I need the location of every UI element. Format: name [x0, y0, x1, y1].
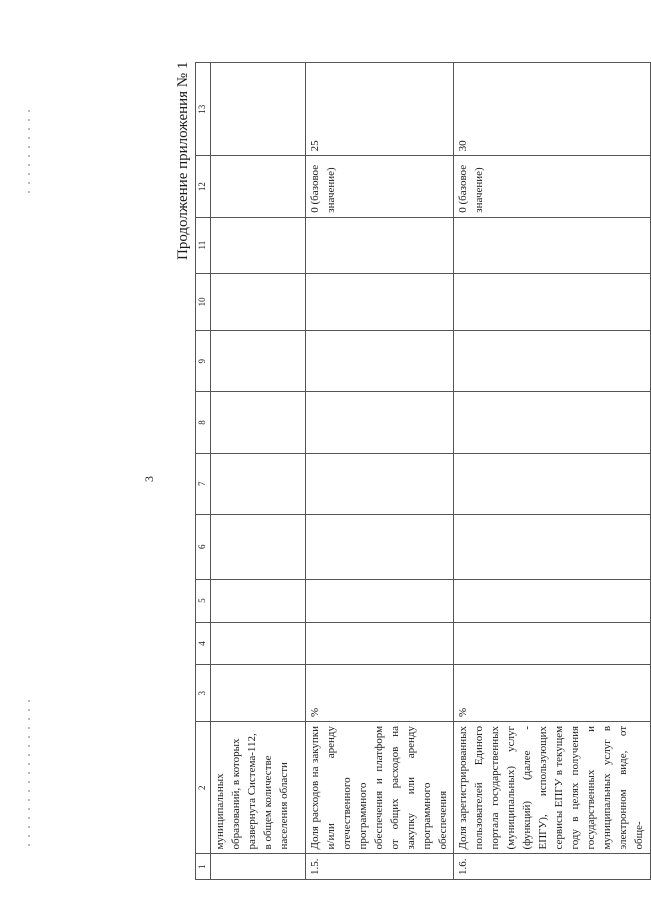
indicator-name: муниципальных образований, в которых развернута Система-112, в общем количестве населения области: [211, 721, 306, 854]
base-value-cell: 0 (базовое значение): [454, 156, 650, 217]
scan-artifact: [28, 700, 30, 850]
column-header: 10: [196, 273, 211, 331]
scan-artifact: [28, 110, 30, 200]
column-header: 3: [196, 665, 211, 721]
table-row: [306, 63, 454, 880]
column-header: 8: [196, 392, 211, 453]
table-header-row: [196, 63, 211, 880]
column-header: 2: [196, 721, 211, 854]
target-value-cell: [211, 63, 306, 156]
row-number: 1.5.: [306, 854, 454, 880]
appendix-caption: Продолжение приложения № 1: [175, 61, 191, 260]
column-header: 1: [196, 854, 211, 880]
indicator-name: Доля зарегистрированных пользователей Единого портала государственных (муниципальных) услуг (функций) (далее - ЕПГУ), использующих сервисы ЕПГУ в текущем году в целях получения государственных и муниципальных услуг в электронном виде, от обще-: [454, 721, 650, 854]
table-row: [211, 63, 306, 880]
column-header: 5: [196, 579, 211, 622]
row-number: 1.6.: [454, 854, 650, 880]
unit-cell: [211, 665, 306, 721]
unit-cell: %: [306, 665, 454, 721]
column-header: 6: [196, 514, 211, 579]
rotated-sheet: [142, 61, 645, 880]
target-value-cell: 30: [454, 63, 650, 156]
base-value-cell: [211, 156, 306, 217]
indicator-name: Доля расходов на закупки и/или аренду отечественного программного обеспечения и платформ от общих расходов на закупку или аренду программного обеспечения: [306, 721, 454, 854]
unit-cell: %: [454, 665, 650, 721]
column-header: 7: [196, 453, 211, 514]
column-header: 4: [196, 622, 211, 665]
target-value-cell: 25: [306, 63, 454, 156]
page-number: 3: [142, 476, 156, 482]
base-value-cell: 0 (базовое значение): [306, 156, 454, 217]
column-header: 13: [196, 63, 211, 156]
column-header: 11: [196, 217, 211, 273]
row-number: [211, 854, 306, 880]
column-header: 9: [196, 331, 211, 392]
column-header: 12: [196, 156, 211, 217]
indicator-table: [195, 62, 651, 880]
table-row: [454, 63, 650, 880]
